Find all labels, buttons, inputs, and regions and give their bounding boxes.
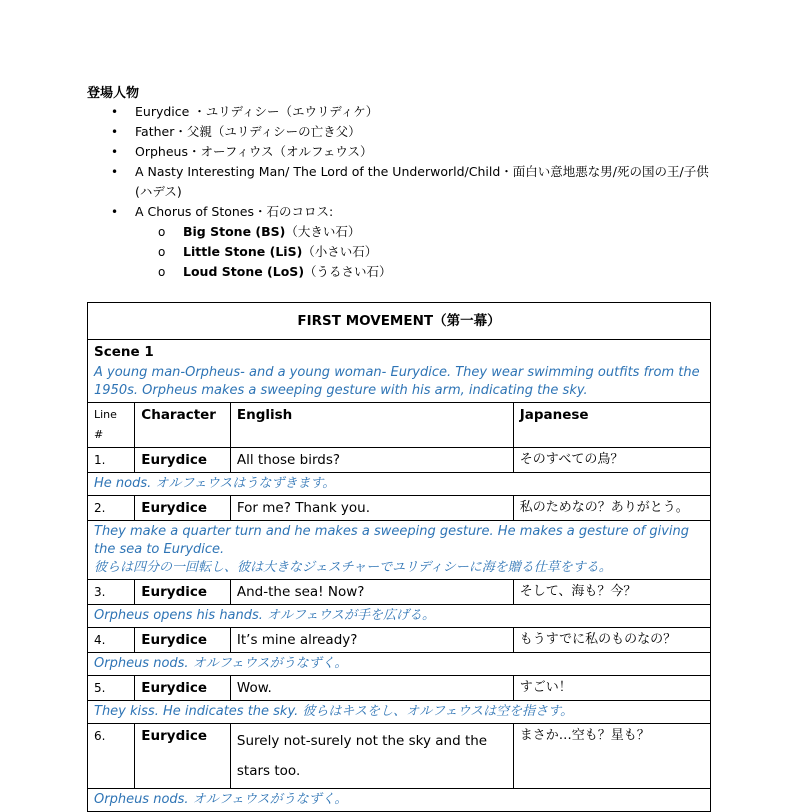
sub-list-item: o Loud Stone (LoS)（うるさい石） xyxy=(183,262,801,282)
line-number: 3. xyxy=(88,580,135,605)
sub-list-item: o Little Stone (LiS)（小さい石） xyxy=(183,242,801,262)
character-cell: Eurydice xyxy=(135,724,231,789)
line-number: 6. xyxy=(88,724,135,789)
list-item: • Father・父親（ユリディシーの亡き父） xyxy=(135,122,710,142)
bullet-icon: • xyxy=(111,105,119,119)
table-row xyxy=(88,676,711,701)
stage-direction: They kiss. He indicates the sky. 彼らはキスをし、オルフェウスは空を指さす。 xyxy=(88,701,711,724)
japanese-cell: もうすでに私のものなの？ xyxy=(513,628,710,653)
table-row xyxy=(88,724,711,789)
stage-direction: They make a quarter turn and he makes a sweeping gesture. He makes a gesture of giving the sea to Eurydice. 彼らは四分の一回転し、彼は大きなジェスチャーでユリディシーに海を贈る仕草をする。 xyxy=(88,521,711,580)
stage-direction: He nods. オルフェウスはうなずきます。 xyxy=(88,473,711,496)
english-cell: Surely not-surely not the sky and the stars too. xyxy=(230,724,513,789)
english-cell: Wow. xyxy=(230,676,513,701)
english-cell: For me? Thank you. xyxy=(230,496,513,521)
stage-direction: Orpheus nods. オルフェウスがうなずく。 xyxy=(88,653,711,676)
table-row xyxy=(88,580,711,605)
japanese-cell: そして、海も？今？ xyxy=(513,580,710,605)
japanese-cell: 私のためなの？ありがとう。 xyxy=(513,496,710,521)
circle-bullet-icon: o xyxy=(158,245,166,259)
line-number: 5. xyxy=(88,676,135,701)
table-row xyxy=(88,448,711,473)
direction-row xyxy=(88,473,711,496)
character-cell: Eurydice xyxy=(135,580,231,605)
english-cell: All those birds? xyxy=(230,448,513,473)
stage-direction: Orpheus nods. オルフェウスがうなずく。 xyxy=(88,789,711,812)
circle-bullet-icon: o xyxy=(158,265,166,279)
direction-row xyxy=(88,653,711,676)
list-item: • A Nasty Interesting Man/ The Lord of the Underworld/Child・面白い意地悪な男/死の国の王/子供 (ハデス) xyxy=(111,164,709,199)
header-japanese: Japanese xyxy=(513,403,710,448)
movement-title: FIRST MOVEMENT（第一幕） xyxy=(88,303,711,340)
cast-list xyxy=(0,102,801,282)
header-character: Character xyxy=(135,403,231,448)
bullet-icon: • xyxy=(111,205,119,219)
bullet-icon: • xyxy=(111,125,119,139)
list-item: • Orpheus・オーフィウス（オルフェウス） xyxy=(135,142,710,162)
english-cell: And-the sea! Now? xyxy=(230,580,513,605)
sub-list-item: o Big Stone (BS)（大きい石） xyxy=(183,222,801,242)
japanese-cell: そのすべての鳥？ xyxy=(513,448,710,473)
line-number: 2. xyxy=(88,496,135,521)
cast-title: 登場人物 xyxy=(87,86,140,101)
table-row xyxy=(88,628,711,653)
stage-direction: Orpheus opens his hands. オルフェウスが手を広げる。 xyxy=(88,605,711,628)
line-number: 4. xyxy=(88,628,135,653)
table-row xyxy=(88,496,711,521)
japanese-cell: まさか…空も？星も？ xyxy=(513,724,710,789)
header-english: English xyxy=(230,403,513,448)
circle-bullet-icon: o xyxy=(158,225,166,239)
direction-row xyxy=(88,521,711,580)
japanese-cell: すごい！ xyxy=(513,676,710,701)
direction-row xyxy=(88,701,711,724)
bullet-icon: • xyxy=(111,145,119,159)
character-cell: Eurydice xyxy=(135,628,231,653)
stage-direction: A young man-Orpheus- and a young woman- Eurydice. They wear swimming outfits from the 1950s. Orpheus makes a sweeping gesture with his arm, indicating the sky. xyxy=(88,362,711,403)
table-header xyxy=(88,403,711,448)
header-line: Line # xyxy=(88,403,135,448)
line-number: 1. xyxy=(88,448,135,473)
bullet-icon: • xyxy=(111,165,119,179)
direction-row xyxy=(88,789,711,812)
english-cell: It’s mine already? xyxy=(230,628,513,653)
character-cell: Eurydice xyxy=(135,448,231,473)
direction-row xyxy=(88,605,711,628)
character-cell: Eurydice xyxy=(135,676,231,701)
list-item: • A Chorus of Stones・石のコロス: xyxy=(135,202,710,222)
character-cell: Eurydice xyxy=(135,496,231,521)
script-table xyxy=(87,302,711,812)
scene-title: Scene 1 xyxy=(88,340,711,363)
list-item: • Eurydice ・ユリディシー（エウリディケ） xyxy=(135,102,710,122)
